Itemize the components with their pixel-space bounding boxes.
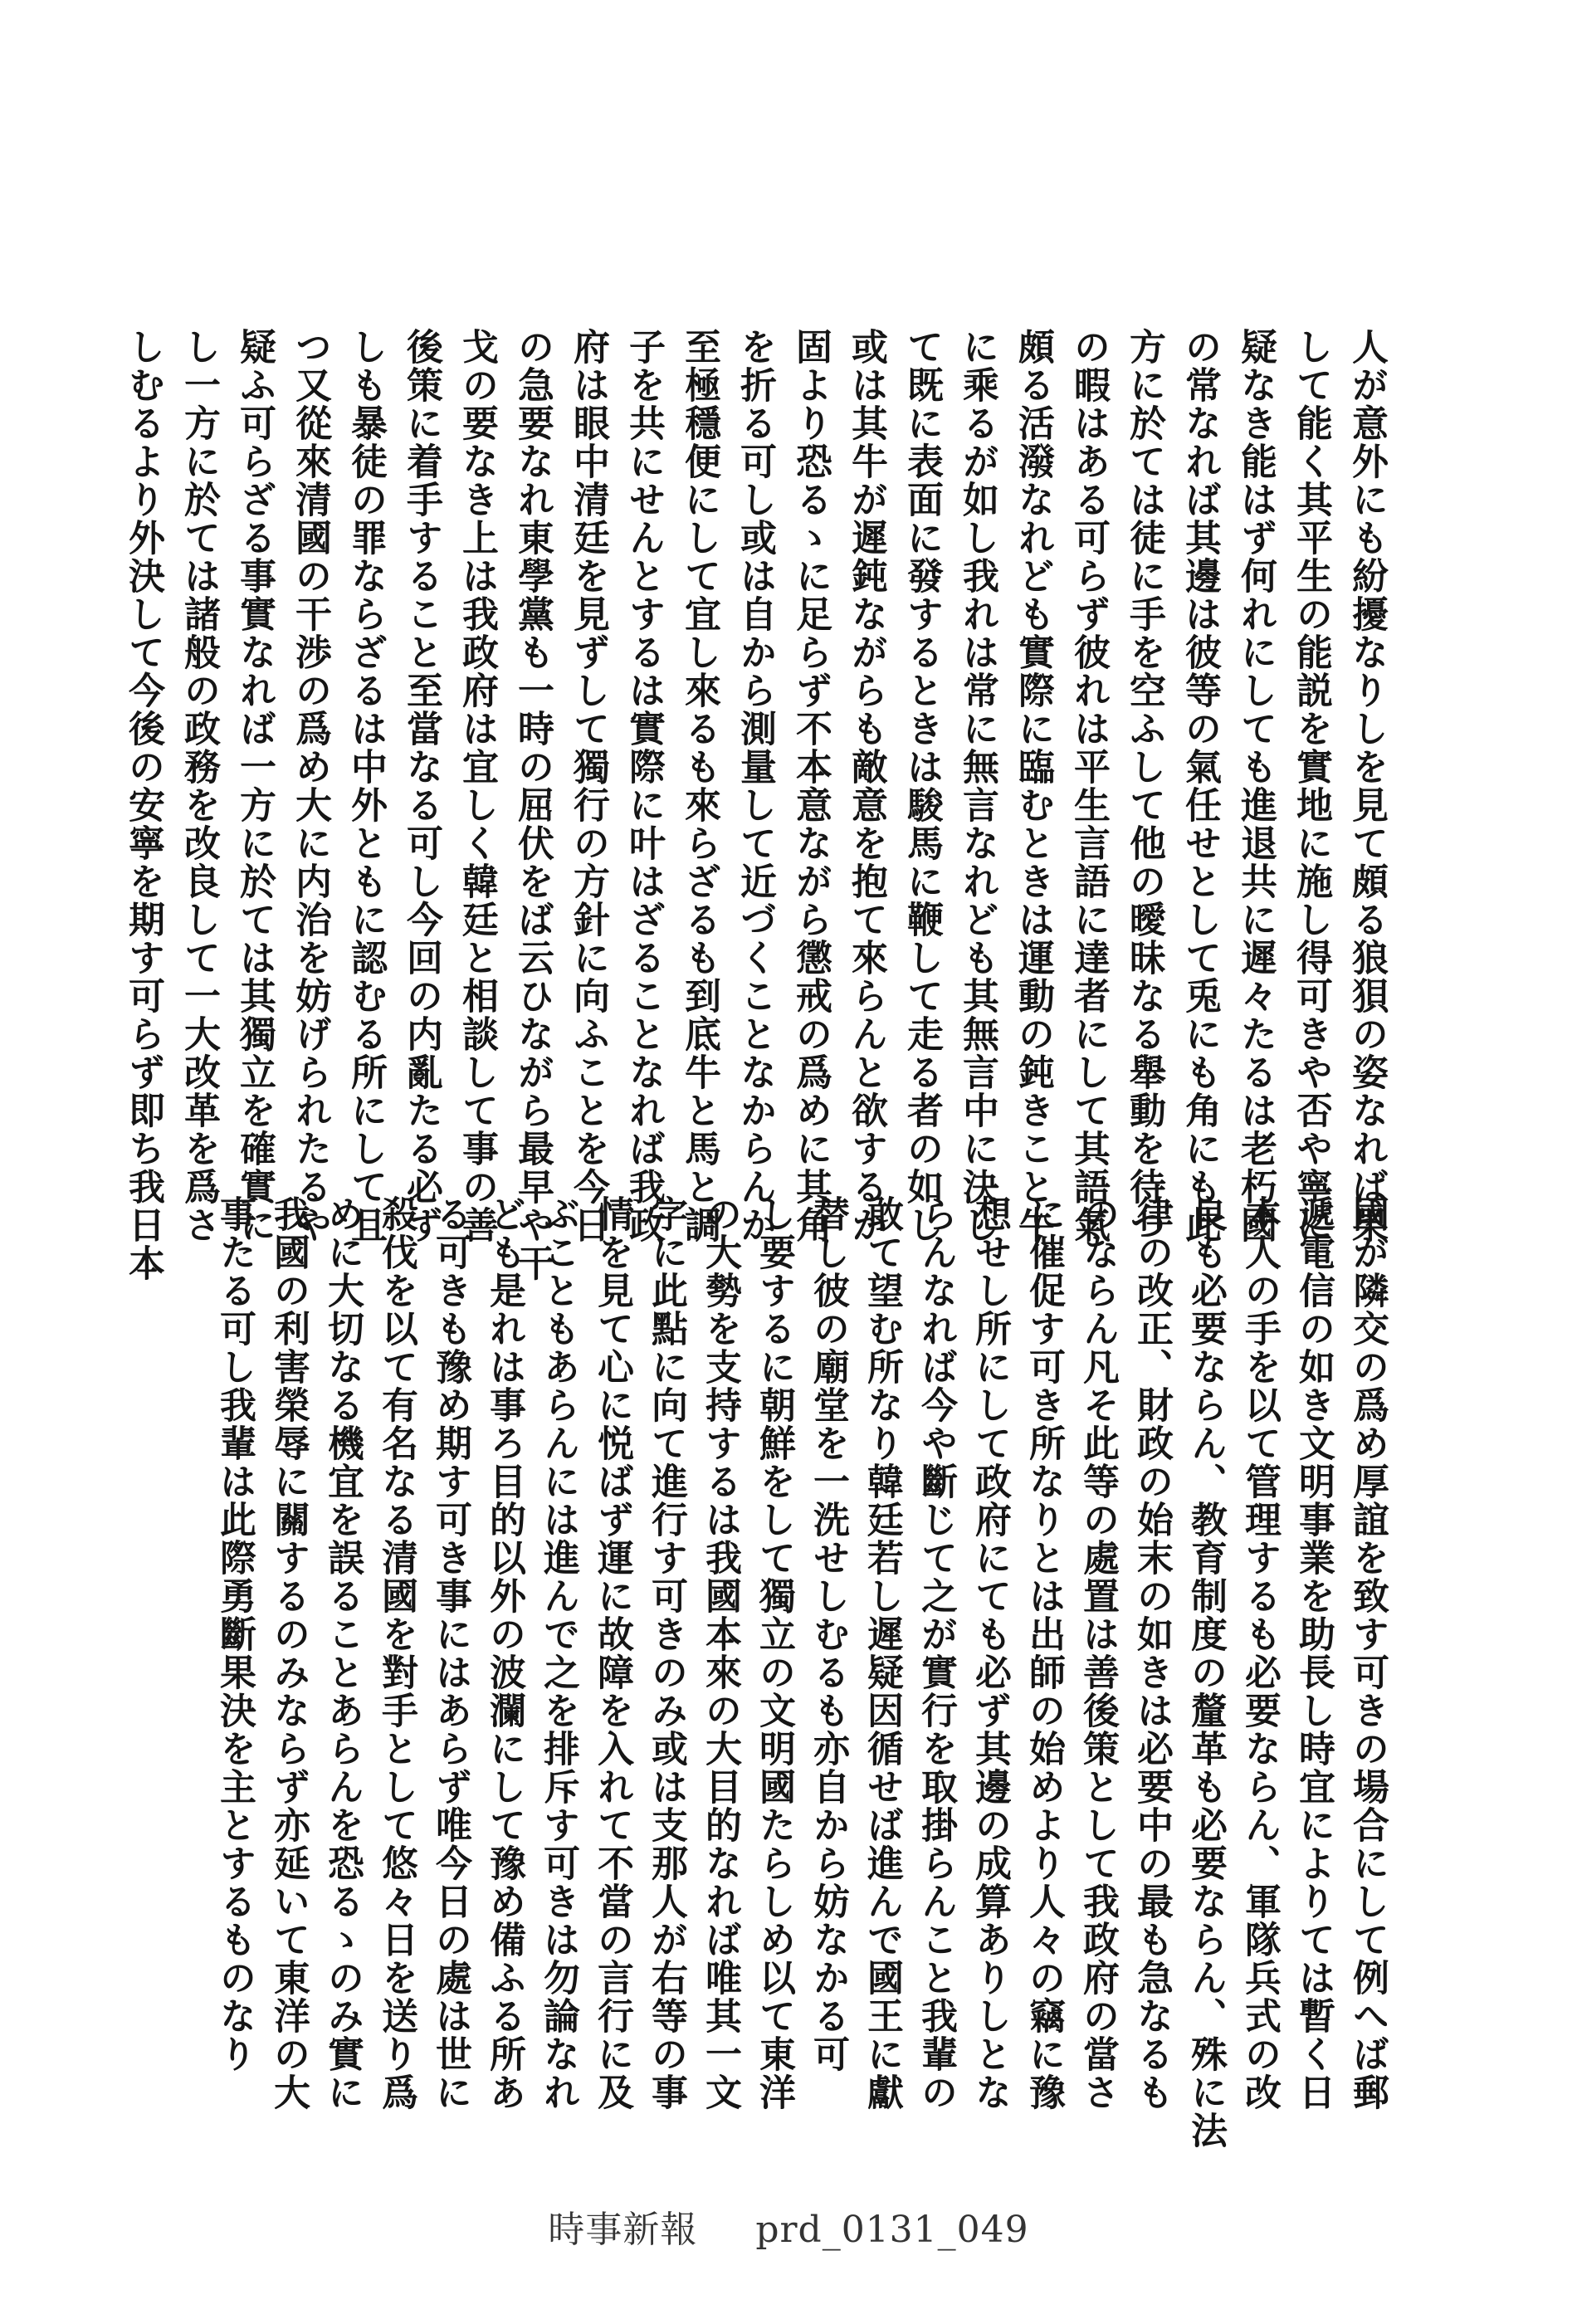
upper-column: 人が意外にも紛擾なりしを見て頗る狼狽の姿なれば果	[1345, 328, 1388, 1244]
upper-column: 府は眼中清廷を見ずして獨行の方針に向ふことを今日	[567, 328, 609, 1244]
lower-column: ぶこともあらんには進んで之を排斥す可きは勿論なれ	[537, 1195, 579, 2112]
lower-column: 國が隣交の爲め厚誼を致す可きの場合にして例へば郵	[1346, 1195, 1389, 2112]
lower-column: 情を見て心に悦ばず運に故障を入れて不當の言行に及	[591, 1195, 633, 2112]
lower-column: 事たる可し我輩は此際勇斷果決を主とするものなり	[213, 1195, 256, 2073]
lower-column: の大勢を支持するは我國本來の大目的なれば唯其一文	[699, 1195, 741, 2112]
lower-column: めに大切なる機宜を誤ることあらんを恐るゝのみ實に	[321, 1195, 364, 2112]
lower-column: ども是れは事ろ目的以外の波瀾にして豫め備ふる所あ	[483, 1195, 525, 2112]
upper-column: て既に表面に發するときは駿馬に鞭して走る者の如し	[901, 328, 943, 1244]
lower-text-block	[178, 1195, 1394, 2150]
upper-text-block	[122, 328, 1394, 1282]
upper-column: の急要なれ東學黨も一時の屈伏をば云ひながら最早や干	[511, 328, 554, 1282]
upper-column: 或は其牛が遲鈍ながらも敵意を抱て來らんと欲するか	[845, 328, 887, 1244]
upper-column: し一方に於ては諸般の政務を改良して一大改革を爲さ	[178, 328, 220, 1244]
lower-column: 殺伐を以て有名なる清國を對手として悠々日を送り爲	[375, 1195, 417, 2112]
lower-column: し要するに朝鮮をして獨立の文明國たらしめ以て東洋	[753, 1195, 795, 2112]
upper-column: 固より恐るゝに足らず不本意ながら懲戒の爲めに其角	[789, 328, 832, 1244]
upper-column: して能く其平生の能説を實地に施し得可きや否や寧に	[1290, 328, 1332, 1244]
upper-column: の暇はある可らず彼れは平生言語に達者にして其語氣	[1067, 328, 1110, 1244]
lower-column: 良も必要ならん、教育制度の釐革も必要ならん、殊に法	[1184, 1195, 1227, 2150]
lower-column: に催促す可き所なりとは出師の始めより人々の竊に豫	[1023, 1195, 1065, 2112]
upper-column: 疑なき能はず何れにしても進退共に遲々たるは老朽國	[1234, 328, 1277, 1244]
upper-column: 頗る活潑なれども實際に臨むときは運動の鈍きこと牛	[1012, 328, 1054, 1244]
lower-column: 替し彼の廟堂を一洗せしむるも亦自から妨なかる可	[807, 1195, 849, 2073]
lower-column: 我國の利害榮辱に關するのみならず亦延いて東洋の大	[267, 1195, 310, 2112]
upper-column: しも暴徒の罪ならざるは中外ともに認むる所にして且	[344, 328, 387, 1244]
upper-column: 戈の要なき上は我政府は宜しく韓廷と相談して事の善	[456, 328, 498, 1244]
upper-column: 子を共にせんとするは實際に叶はざることなれば我政	[622, 328, 665, 1244]
lower-column: る可きも豫め期す可き事にはあらず唯今日の處は世に	[429, 1195, 471, 2112]
upper-column: しむるより外決して今後の安寧を期す可らず即ち我日本	[122, 328, 164, 1282]
upper-column: の常なれば其邊は彼等の氣任せとして兎にも角にも此	[1179, 328, 1221, 1244]
lower-column: らんなれば今や斷じて之が實行を取掛らんこと我輩の	[915, 1195, 957, 2112]
caption-id: prd_0131_049	[755, 2209, 1029, 2251]
lower-column: 想せし所にして政府にても必ず其邊の成算ありしとな	[969, 1195, 1011, 2112]
lower-column: 律の改正、財政の始末の如きは必要中の最も急なるも	[1130, 1195, 1173, 2112]
lower-column: 遞電信の如き文明事業を助長し時宜によりては暫く日	[1292, 1195, 1335, 2112]
lower-column: のならん凡そ此等の處置は善後策として我政府の當さ	[1077, 1195, 1119, 2112]
upper-column: に乘るが如し我れは常に無言なれども其無言中に決し	[956, 328, 998, 1244]
upper-column: 疑ふ可らざる事實なれば一方に於ては其獨立を確實に	[233, 328, 276, 1244]
upper-column: を折る可し或は自から測量して近づくことなからんか	[734, 328, 776, 1244]
upper-column: つ又從來清國の干渉の爲め大に内治を妨げられたるや	[289, 328, 331, 1244]
lower-column: 字に此點に向て進行す可きのみ或は支那人が右等の事	[645, 1195, 687, 2112]
lower-column: 本人の手を以て管理するも必要ならん、軍隊兵式の改	[1238, 1195, 1281, 2112]
lower-column: 敢て望む所なり韓廷若し遲疑因循せば進んで國王に獻	[861, 1195, 903, 2112]
upper-column: 方に於ては徒に手を空ふして他の曖昧なる舉動を待つ	[1123, 328, 1165, 1244]
caption-source: 時事新報	[548, 2209, 698, 2251]
upper-column: 後策に着手すること至當なる可し今回の内亂たる必ず	[400, 328, 442, 1244]
upper-column: 至極穩便にして宜し來るも來らざるも到底牛と馬と調	[678, 328, 720, 1244]
page-caption	[0, 2200, 1577, 2253]
